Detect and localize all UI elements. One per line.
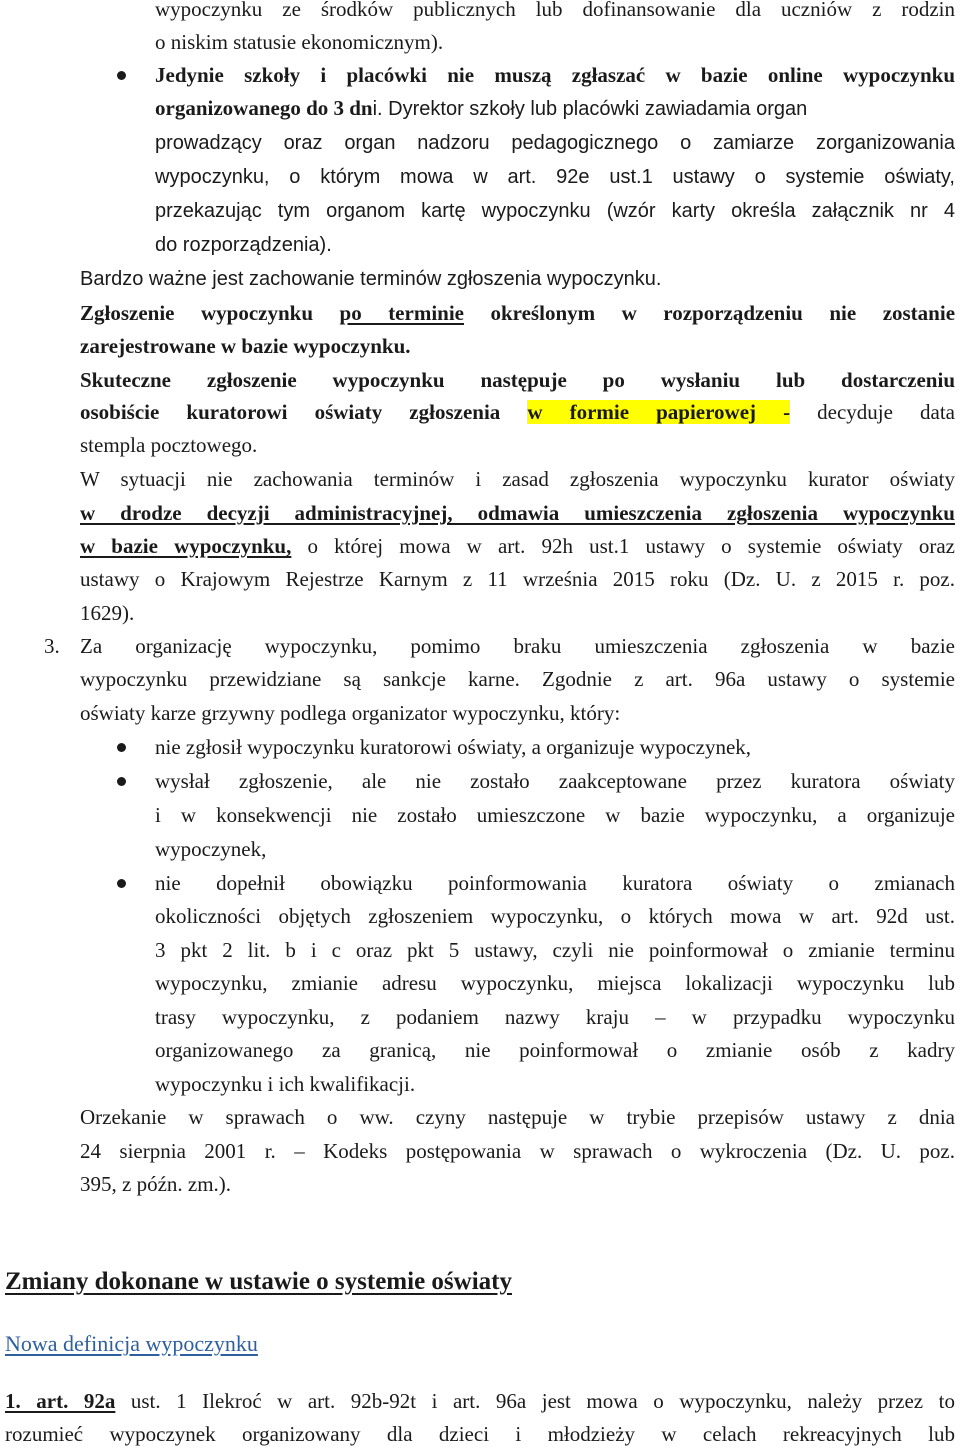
effective-line-1: Skuteczne zgłoszenie wypoczynku następuje po wysłaniu lub dostarczeniu [80,368,955,392]
refusal-line-2: w drodze decyzji administracyjnej, odmawia umieszczenia zgłoszenia wypoczynku [80,501,955,525]
subsection-heading: Nowa definicja wypoczynku [5,1331,258,1356]
online-rest-text: i. Dyrektor szkoły lub placówki zawiadamia organ [372,98,808,120]
refusal-line-5: 1629). [80,601,135,625]
penalty-2-line-1: wysłał zgłoszenie, ale nie zostało zaakceptowane przez kuratora oświaty [155,769,955,793]
penalty-2-line-3: wypoczynek, [155,837,267,861]
article-number: 1. art. 92a [5,1389,116,1413]
online-line-3: prowadzący oraz organ nadzoru pedagogicznego o zamiarze zorganizowania [155,132,955,154]
point-3-line-2: wypoczynku przewidziane są sankcje karne. Zgodnie z art. 96a ustawy o systemie [80,667,955,691]
point-3-line-3: oświaty karze grzywny podlega organizator wypoczynku, który: [80,701,621,725]
penalty-1-line-1: nie zgłosił wypoczynku kuratorowi oświaty, a organizuje wypoczynek, [155,735,752,759]
late-line-1 [80,297,955,330]
late-line-2: zarejestrowane w bazie wypoczynku. [80,334,411,358]
penalty-3-line-7: wypoczynku i ich kwalifikacji. [155,1072,416,1096]
late-underlined: po terminie [339,301,464,325]
penalty-3-line-2: okoliczności objętych zgłoszeniem wypoczynku, o których mowa w art. 92d ust. [155,904,955,928]
effective-highlight: w formie papierowej - [527,400,791,424]
ruling-line-2: 24 sierpnia 2001 r. – Kodeks postępowania w sprawach o wykroczenia (Dz. U. poz. [80,1139,955,1163]
penalty-3-line-5: trasy wypoczynku, z podaniem nazwy kraju – w przypadku wypoczynku [155,1005,955,1029]
article-text: ust. 1 Ilekroć w art. 92b-92t i art. 96a jest mowa o wypoczynku, należy przez to [115,1389,955,1413]
refusal-rest: o której mowa w art. 92h ust.1 ustawy o systemie oświaty oraz [291,534,955,558]
intro-line-1: wypoczynku ze środków publicznych lub dofinansowanie dla uczniów z rodzin [155,0,955,21]
point-3-number: 3. [44,634,60,658]
refusal-line-3 [80,530,955,563]
article-line-1 [5,1385,955,1418]
online-bold-text: organizowanego do 3 dn [155,96,373,120]
important-note: Bardzo ważne jest zachowanie terminów zgłoszenia wypoczynku. [80,268,662,290]
effective-rest: decyduje data [790,400,955,424]
penalty-3-line-3: 3 pkt 2 lit. b i c oraz pkt 5 ustawy, czyli nie poinformował o zmianie terminu [155,938,955,962]
effective-line-2 [80,396,955,429]
online-line-2 [155,92,807,126]
refusal-line-1: W sytuacji nie zachowania terminów i zasad zgłoszenia wypoczynku kurator oświaty [80,467,955,491]
bullet-icon [117,743,126,752]
penalty-3-line-1: nie dopełnił obowiązku poinformowania kuratora oświaty o zmianach [155,871,955,895]
refusal-line-4: ustawy o Krajowym Rejestrze Karnym z 11 września 2015 roku (Dz. U. z 2015 r. poz. [80,567,955,591]
ruling-line-1: Orzekanie w sprawach o ww. czyny następuje w trybie przepisów ustawy z dnia [80,1105,955,1129]
intro-line-2: o niskim statusie ekonomicznym). [155,30,444,54]
late-text-b: określonym w rozporządzeniu nie zostanie [464,301,956,325]
effective-line-3: stempla pocztowego. [80,433,258,457]
ruling-line-3: 395, z późn. zm.). [80,1172,232,1196]
penalty-2-line-2: i w konsekwencji nie zostało umieszczone w bazie wypoczynku, a organizuje [155,803,955,827]
online-line-5: przekazując tym organom kartę wypoczynku (wzór karty określa załącznik nr 4 [155,200,955,222]
penalty-3-line-4: wypoczynku, zmianie adresu wypoczynku, miejsca lokalizacji wypoczynku lub [155,971,955,995]
effective-bold: osobiście kuratorowi oświaty zgłoszenia [80,400,528,424]
late-text-a: Zgłoszenie wypoczynku [80,301,340,325]
penalty-3-line-6: organizowanego za granicą, nie poinformował o zmianie osób z kadry [155,1038,955,1062]
article-line-2: rozumieć wypoczynek organizowany dla dzieci i młodzieży w celach rekreacyjnych lub [5,1422,955,1446]
online-line-1: Jedynie szkoły i placówki nie muszą zgłaszać w bazie online wypoczynku [155,63,955,87]
bullet-icon [117,879,126,888]
bullet-icon [117,777,126,786]
point-3-line-1: Za organizację wypoczynku, pomimo braku umieszczenia zgłoszenia w bazie [80,634,955,658]
refusal-underlined: w bazie wypoczynku, [80,534,292,558]
online-line-6: do rozporządzenia). [155,234,332,256]
section-heading: Zmiany dokonane w ustawie o systemie oświaty [5,1268,512,1295]
bullet-icon [117,71,126,80]
online-line-4: wypoczynku, o którym mowa w art. 92e ust.1 ustawy o systemie oświaty, [155,166,955,188]
